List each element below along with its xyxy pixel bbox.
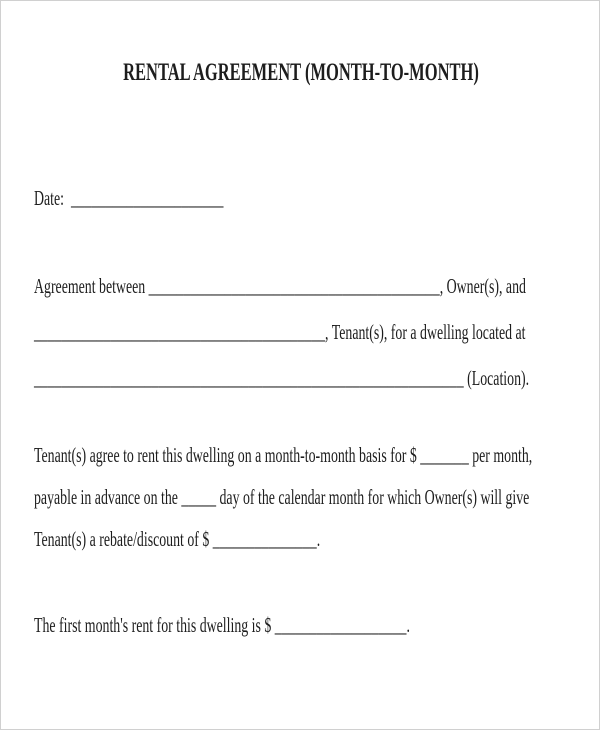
document-title: RENTAL AGREEMENT (MONTH-TO-MONTH): [123, 59, 479, 86]
first-month-rent-line: The first month's rent for this dwelling is $ ___________________.: [34, 613, 410, 637]
terms-rent-amount-line: Tenant(s) agree to rent this dwelling on a month-to-month basis for $ _______ per month,: [34, 443, 533, 467]
parties-owner-line: Agreement between __________________________________________, Owner(s), and: [34, 274, 526, 298]
date-line: Date: ______________________: [34, 186, 224, 210]
terms-payment-day-line: payable in advance on the _____ day of the calendar month for which Owner(s) will give: [34, 485, 530, 509]
parties-location-line: ______________________________________________________________ (Location).: [34, 366, 530, 390]
terms-rebate-discount-line: Tenant(s) a rebate/discount of $ _______________.: [34, 527, 321, 551]
parties-tenant-line: __________________________________________, Tenant(s), for a dwelling located at: [34, 320, 526, 344]
